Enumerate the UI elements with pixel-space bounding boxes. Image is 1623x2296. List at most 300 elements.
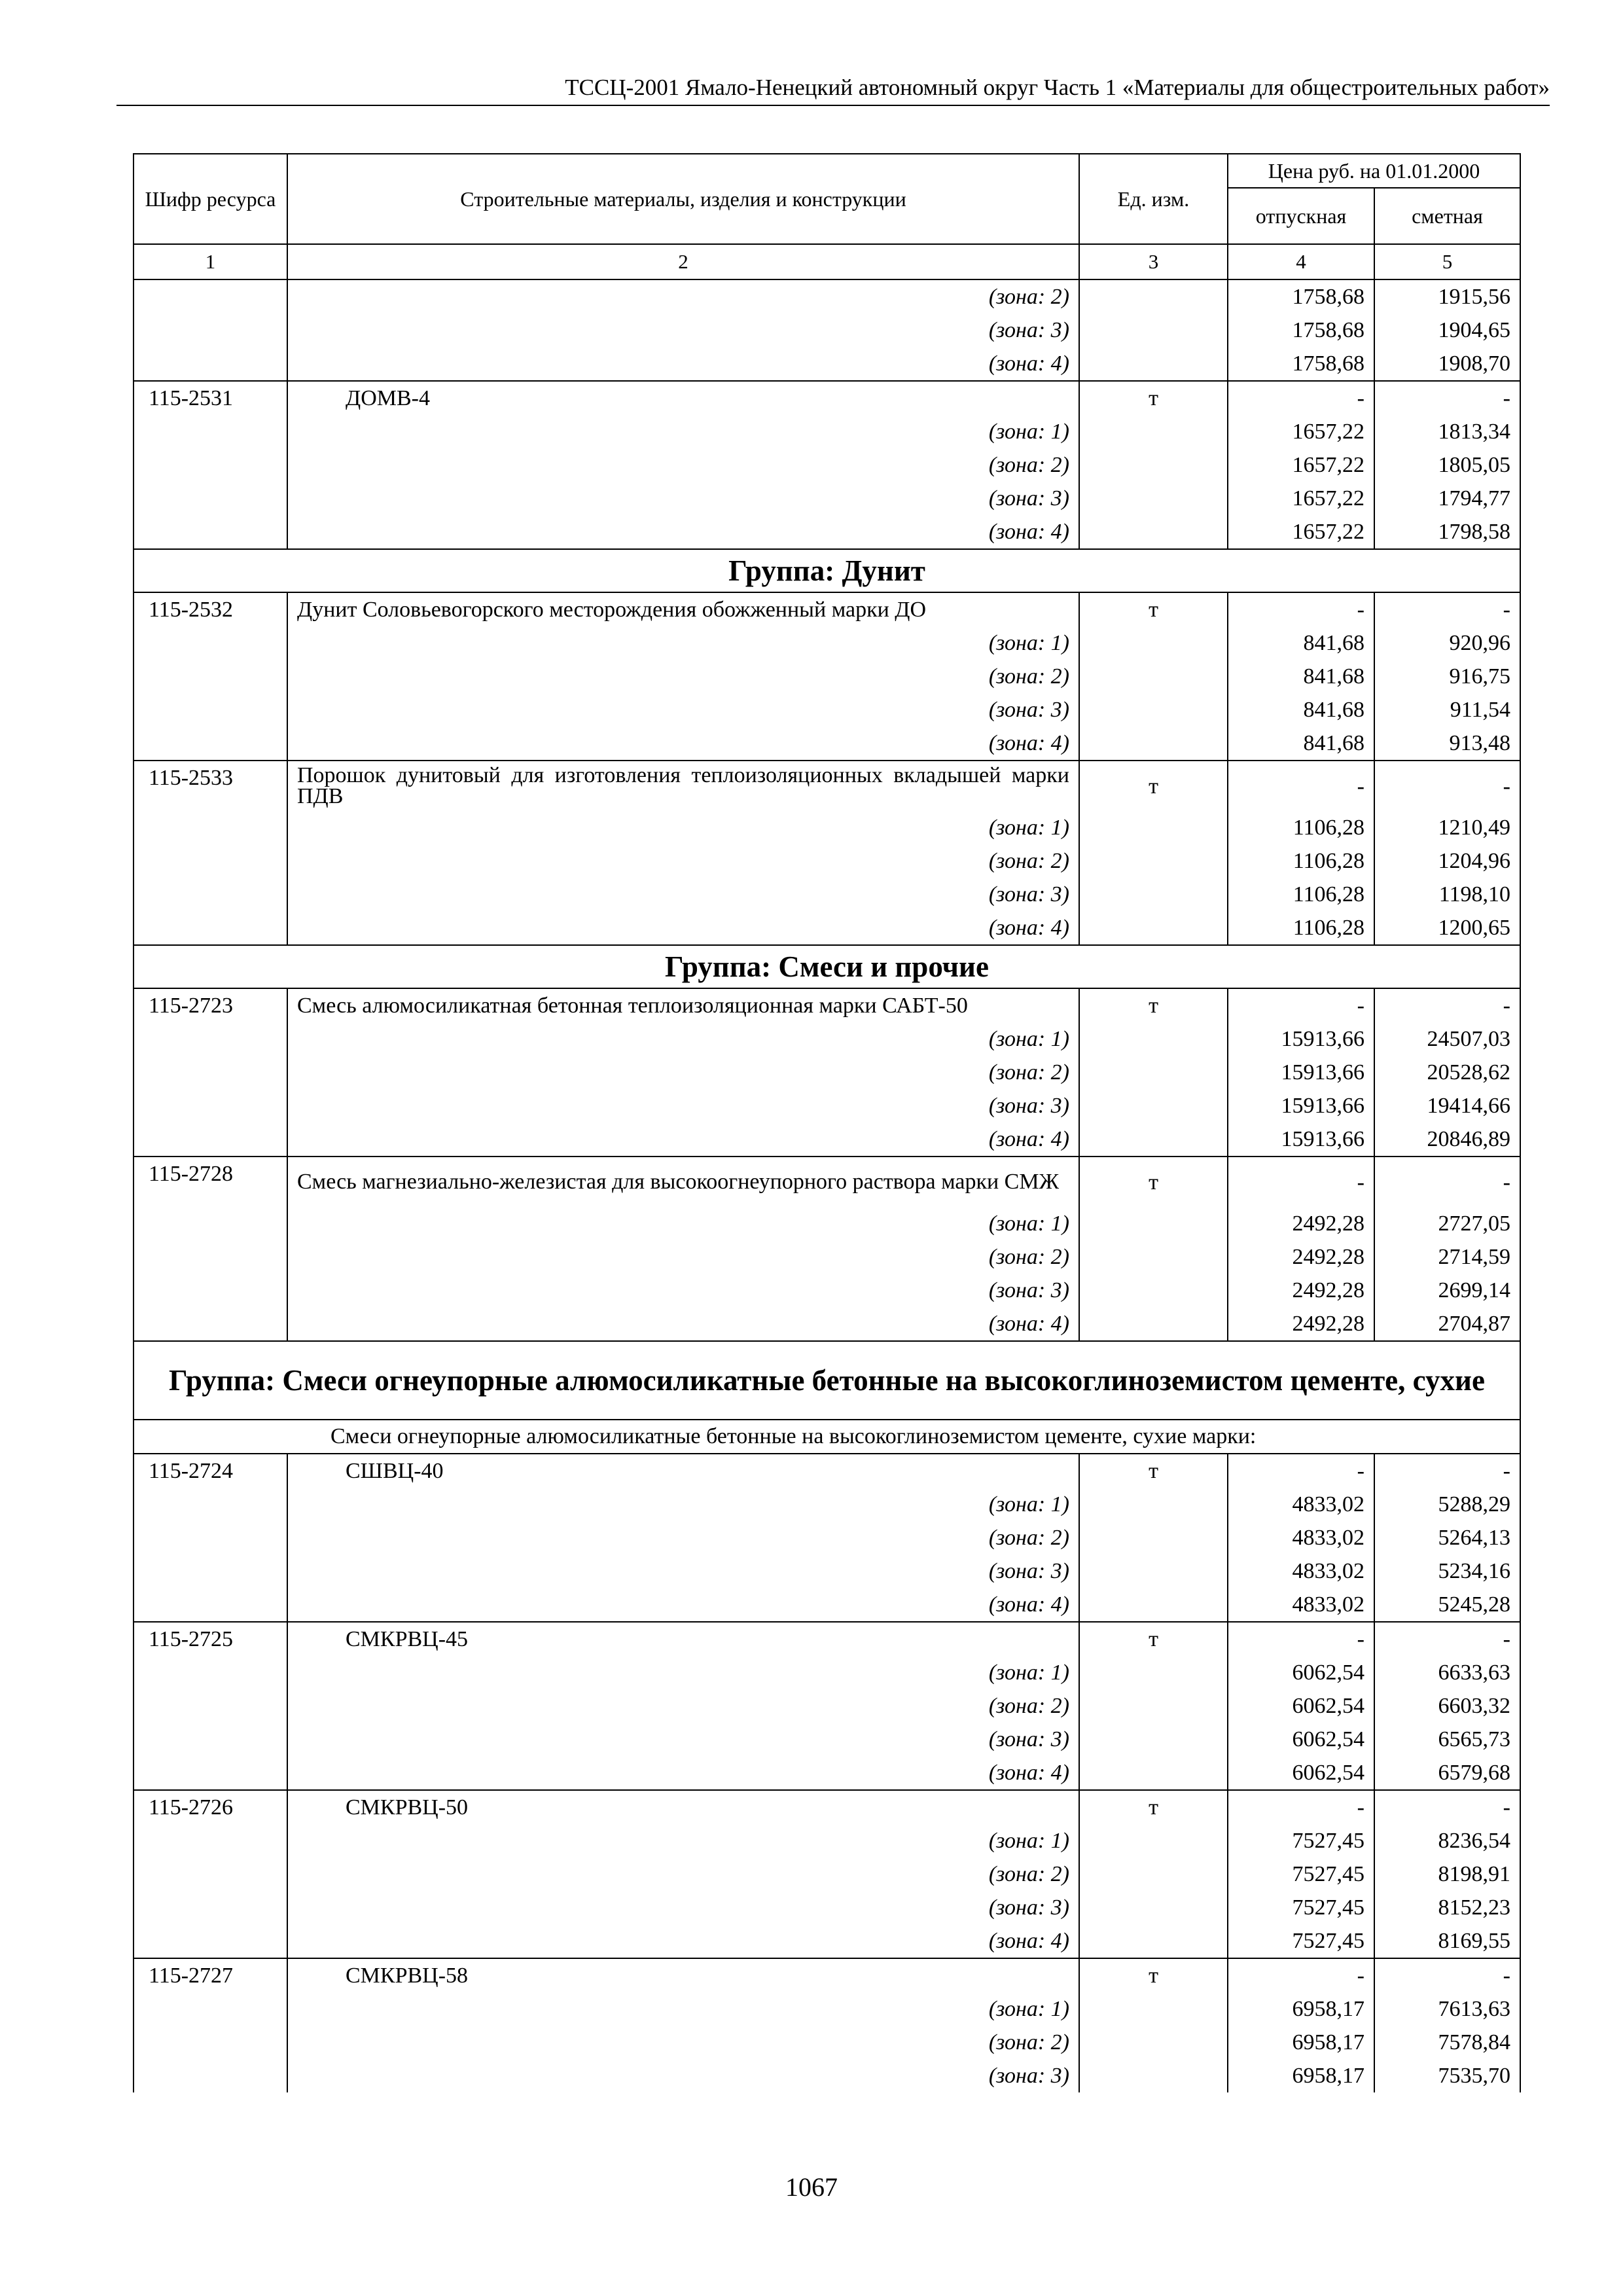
resource-code <box>134 1824 287 1857</box>
unit-cell <box>1079 1992 1228 2026</box>
zone-label: (зона: 1) <box>287 1207 1079 1240</box>
group-row <box>134 1341 1520 1420</box>
zone-row <box>134 1891 1520 1924</box>
estimate-price: 5264,13 <box>1374 1521 1520 1554</box>
zone-label: (зона: 4) <box>287 1307 1079 1341</box>
release-price: 4833,02 <box>1228 1554 1374 1588</box>
estimate-price: - <box>1374 592 1520 626</box>
resource-code <box>134 844 287 878</box>
estimate-price: 1798,58 <box>1374 515 1520 549</box>
resource-code <box>134 1992 287 2026</box>
material-name: Смесь магнезиально-железистая для высокоогнеупорного раствора марки СМЖ <box>287 1157 1079 1207</box>
zone-label: (зона: 3) <box>287 314 1079 347</box>
column-number: 1 <box>134 244 287 279</box>
zone-label: (зона: 4) <box>287 347 1079 381</box>
resource-code <box>134 626 287 660</box>
resource-code <box>134 415 287 448</box>
zone-row <box>134 626 1520 660</box>
zone-label: (зона: 1) <box>287 626 1079 660</box>
estimate-price: - <box>1374 1790 1520 1824</box>
zone-label: (зона: 3) <box>287 1723 1079 1756</box>
resource-code <box>134 1307 287 1341</box>
zone-row <box>134 1824 1520 1857</box>
zone-label: (зона: 4) <box>287 1924 1079 1958</box>
material-name: Смесь алюмосиликатная бетонная теплоизоляционная марки САБТ-50 <box>287 988 1079 1022</box>
unit-cell <box>1079 1056 1228 1089</box>
estimate-price: 8169,55 <box>1374 1924 1520 1958</box>
release-price: - <box>1228 1454 1374 1488</box>
zone-row <box>134 515 1520 549</box>
resource-code <box>134 1056 287 1089</box>
resource-code <box>134 726 287 761</box>
release-price: 1758,68 <box>1228 279 1374 314</box>
unit-cell <box>1079 448 1228 482</box>
zone-row <box>134 1207 1520 1240</box>
zone-row <box>134 1723 1520 1756</box>
estimate-price: 1210,49 <box>1374 811 1520 844</box>
release-price: 1657,22 <box>1228 482 1374 515</box>
release-price: 841,68 <box>1228 693 1374 726</box>
zone-row <box>134 878 1520 911</box>
estimate-price: 7535,70 <box>1374 2059 1520 2092</box>
material-name: СМКРВЦ-50 <box>287 1790 1079 1824</box>
estimate-price: - <box>1374 1454 1520 1488</box>
resource-code <box>134 1122 287 1157</box>
column-number: 5 <box>1374 244 1520 279</box>
estimate-price: 1908,70 <box>1374 347 1520 381</box>
estimate-price: - <box>1374 1622 1520 1656</box>
unit-cell <box>1079 1122 1228 1157</box>
zone-label: (зона: 1) <box>287 1824 1079 1857</box>
unit-cell <box>1079 1756 1228 1790</box>
estimate-price: 1198,10 <box>1374 878 1520 911</box>
unit-cell <box>1079 1924 1228 1958</box>
unit-cell <box>1079 1240 1228 1274</box>
zone-row <box>134 1307 1520 1341</box>
zone-row <box>134 279 1520 314</box>
estimate-price: 6603,32 <box>1374 1689 1520 1723</box>
release-price: 15913,66 <box>1228 1022 1374 1056</box>
zone-label: (зона: 3) <box>287 1089 1079 1122</box>
release-price: 1657,22 <box>1228 515 1374 549</box>
unit-cell <box>1079 515 1228 549</box>
unit-cell <box>1079 279 1228 314</box>
release-price: - <box>1228 761 1374 811</box>
zone-row <box>134 1588 1520 1622</box>
zone-row <box>134 1924 1520 1958</box>
zone-label: (зона: 2) <box>287 448 1079 482</box>
resource-code: 115-2728 <box>134 1157 287 1207</box>
resource-code: 115-2531 <box>134 381 287 415</box>
unit-cell <box>1079 314 1228 347</box>
unit-cell <box>1079 693 1228 726</box>
estimate-price: 20846,89 <box>1374 1122 1520 1157</box>
column-number: 3 <box>1079 244 1228 279</box>
unit-cell <box>1079 844 1228 878</box>
zone-row <box>134 1554 1520 1588</box>
estimate-price: - <box>1374 761 1520 811</box>
resource-code <box>134 1756 287 1790</box>
resource-code: 115-2532 <box>134 592 287 626</box>
estimate-price: 1805,05 <box>1374 448 1520 482</box>
release-price: 2492,28 <box>1228 1274 1374 1307</box>
resource-code <box>134 1207 287 1240</box>
resource-code <box>134 811 287 844</box>
estimate-price: 1204,96 <box>1374 844 1520 878</box>
unit-cell <box>1079 878 1228 911</box>
zone-label: (зона: 4) <box>287 911 1079 945</box>
group-title: Группа: Смеси и прочие <box>134 945 1520 988</box>
zone-label: (зона: 3) <box>287 693 1079 726</box>
release-price: 1758,68 <box>1228 347 1374 381</box>
column-header-price-group: Цена руб. на 01.01.2000 <box>1228 154 1520 188</box>
release-price: 15913,66 <box>1228 1056 1374 1089</box>
estimate-price: 1813,34 <box>1374 415 1520 448</box>
unit-cell <box>1079 1656 1228 1689</box>
zone-row <box>134 1089 1520 1122</box>
zone-row <box>134 448 1520 482</box>
unit-cell: т <box>1079 1454 1228 1488</box>
zone-row <box>134 844 1520 878</box>
group-row <box>134 549 1520 592</box>
zone-row <box>134 2026 1520 2059</box>
estimate-price: 911,54 <box>1374 693 1520 726</box>
table-row <box>134 1454 1520 1488</box>
table-row <box>134 988 1520 1022</box>
zone-row <box>134 1857 1520 1891</box>
material-name: ДОМВ-4 <box>287 381 1079 415</box>
estimate-price: 7613,63 <box>1374 1992 1520 2026</box>
zone-label: (зона: 3) <box>287 2059 1079 2092</box>
unit-cell <box>1079 626 1228 660</box>
resource-code: 115-2533 <box>134 761 287 811</box>
release-price: 841,68 <box>1228 726 1374 761</box>
release-price: 1657,22 <box>1228 448 1374 482</box>
estimate-price: 920,96 <box>1374 626 1520 660</box>
unit-cell: т <box>1079 592 1228 626</box>
group-note: Смеси огнеупорные алюмосиликатные бетонные на высокоглиноземистом цементе, сухие марки: <box>134 1420 1520 1454</box>
material-name: СШВЦ-40 <box>287 1454 1079 1488</box>
estimate-price: 6579,68 <box>1374 1756 1520 1790</box>
release-price: - <box>1228 592 1374 626</box>
zone-label: (зона: 2) <box>287 660 1079 693</box>
zone-label: (зона: 1) <box>287 1656 1079 1689</box>
zone-row <box>134 482 1520 515</box>
unit-cell <box>1079 1022 1228 1056</box>
note-row <box>134 1420 1520 1454</box>
resource-code <box>134 515 287 549</box>
resource-code <box>134 347 287 381</box>
estimate-price: 8236,54 <box>1374 1824 1520 1857</box>
estimate-price: 8152,23 <box>1374 1891 1520 1924</box>
zone-label: (зона: 2) <box>287 1056 1079 1089</box>
release-price: - <box>1228 1157 1374 1207</box>
resource-code: 115-2724 <box>134 1454 287 1488</box>
release-price: 6958,17 <box>1228 2059 1374 2092</box>
zone-label: (зона: 4) <box>287 1588 1079 1622</box>
resource-code <box>134 2026 287 2059</box>
zone-row <box>134 1056 1520 1089</box>
zone-row <box>134 1992 1520 2026</box>
page-number: 1067 <box>785 2172 838 2202</box>
release-price: 1106,28 <box>1228 844 1374 878</box>
estimate-price: 8198,91 <box>1374 1857 1520 1891</box>
release-price: 7527,45 <box>1228 1857 1374 1891</box>
zone-row <box>134 911 1520 945</box>
resource-code <box>134 482 287 515</box>
group-row <box>134 945 1520 988</box>
table-row <box>134 1790 1520 1824</box>
resource-code <box>134 693 287 726</box>
estimate-price: 2704,87 <box>1374 1307 1520 1341</box>
unit-cell <box>1079 1554 1228 1588</box>
resource-code <box>134 1488 287 1521</box>
zone-label: (зона: 3) <box>287 1274 1079 1307</box>
resource-code <box>134 1554 287 1588</box>
table-header <box>134 154 1520 279</box>
unit-cell <box>1079 2026 1228 2059</box>
release-price: 1657,22 <box>1228 415 1374 448</box>
zone-label: (зона: 2) <box>287 844 1079 878</box>
zone-row <box>134 693 1520 726</box>
zone-label: (зона: 4) <box>287 515 1079 549</box>
resource-code <box>134 1588 287 1622</box>
zone-label: (зона: 1) <box>287 1022 1079 1056</box>
estimate-price: 1200,65 <box>1374 911 1520 945</box>
zone-row <box>134 1689 1520 1723</box>
table-row <box>134 1622 1520 1656</box>
release-price: - <box>1228 988 1374 1022</box>
unit-cell <box>1079 1723 1228 1756</box>
column-number: 2 <box>287 244 1079 279</box>
resource-code <box>134 1891 287 1924</box>
resource-code: 115-2725 <box>134 1622 287 1656</box>
resource-code <box>134 1924 287 1958</box>
release-price: 1106,28 <box>1228 811 1374 844</box>
unit-cell <box>1079 482 1228 515</box>
resource-code <box>134 314 287 347</box>
estimate-price: - <box>1374 1958 1520 1992</box>
table-row <box>134 761 1520 811</box>
table-body <box>134 279 1520 2092</box>
zone-row <box>134 660 1520 693</box>
material-name: СМКРВЦ-58 <box>287 1958 1079 1992</box>
zone-row <box>134 1122 1520 1157</box>
estimate-price: 7578,84 <box>1374 2026 1520 2059</box>
release-price: 841,68 <box>1228 660 1374 693</box>
material-name: Порошок дунитовый для изготовления теплоизоляционных вкладышей марки ПДВ <box>287 761 1079 811</box>
column-header-release: отпускная <box>1228 188 1374 244</box>
unit-cell <box>1079 347 1228 381</box>
zone-row <box>134 1488 1520 1521</box>
material-name: Дунит Соловьевогорского месторождения обожженный марки ДО <box>287 592 1079 626</box>
unit-cell <box>1079 1274 1228 1307</box>
group-title: Группа: Смеси огнеупорные алюмосиликатные бетонные на высокоглиноземистом цементе, сухие <box>134 1341 1520 1420</box>
estimate-price: 1794,77 <box>1374 482 1520 515</box>
zone-label: (зона: 4) <box>287 1756 1079 1790</box>
unit-cell <box>1079 1689 1228 1723</box>
release-price: 2492,28 <box>1228 1307 1374 1341</box>
table-row <box>134 592 1520 626</box>
resource-code <box>134 1240 287 1274</box>
release-price: 7527,45 <box>1228 1891 1374 1924</box>
estimate-price: 2699,14 <box>1374 1274 1520 1307</box>
unit-cell <box>1079 2059 1228 2092</box>
estimate-price: 1915,56 <box>1374 279 1520 314</box>
estimate-price: 916,75 <box>1374 660 1520 693</box>
estimate-price: - <box>1374 381 1520 415</box>
group-title: Группа: Дунит <box>134 549 1520 592</box>
zone-row <box>134 415 1520 448</box>
resource-code <box>134 911 287 945</box>
release-price: - <box>1228 1790 1374 1824</box>
resource-code <box>134 1689 287 1723</box>
release-price: 2492,28 <box>1228 1240 1374 1274</box>
release-price: 1106,28 <box>1228 911 1374 945</box>
estimate-price: 5234,16 <box>1374 1554 1520 1588</box>
zone-row <box>134 1656 1520 1689</box>
zone-label: (зона: 4) <box>287 1122 1079 1157</box>
column-number-row <box>134 244 1520 279</box>
unit-cell <box>1079 660 1228 693</box>
estimate-price: - <box>1374 1157 1520 1207</box>
release-price: 7527,45 <box>1228 1824 1374 1857</box>
zone-label: (зона: 2) <box>287 2026 1079 2059</box>
resource-code <box>134 1521 287 1554</box>
zone-row <box>134 1274 1520 1307</box>
zone-row <box>134 314 1520 347</box>
unit-cell <box>1079 1824 1228 1857</box>
release-price: 7527,45 <box>1228 1924 1374 1958</box>
material-name: СМКРВЦ-45 <box>287 1622 1079 1656</box>
zone-label: (зона: 2) <box>287 279 1079 314</box>
release-price: 2492,28 <box>1228 1207 1374 1240</box>
zone-label: (зона: 1) <box>287 1992 1079 2026</box>
unit-cell <box>1079 726 1228 761</box>
resource-code <box>134 1656 287 1689</box>
zone-row <box>134 811 1520 844</box>
release-price: 841,68 <box>1228 626 1374 660</box>
resource-code <box>134 448 287 482</box>
zone-row <box>134 1521 1520 1554</box>
estimate-price: - <box>1374 988 1520 1022</box>
estimate-price: 2714,59 <box>1374 1240 1520 1274</box>
unit-cell <box>1079 1588 1228 1622</box>
estimate-price: 24507,03 <box>1374 1022 1520 1056</box>
column-header-code: Шифр ресурса <box>134 154 287 244</box>
unit-cell: т <box>1079 1622 1228 1656</box>
zone-row <box>134 1756 1520 1790</box>
zone-row <box>134 726 1520 761</box>
release-price: 15913,66 <box>1228 1089 1374 1122</box>
unit-cell <box>1079 811 1228 844</box>
zone-label: (зона: 2) <box>287 1857 1079 1891</box>
estimate-price: 913,48 <box>1374 726 1520 761</box>
release-price: - <box>1228 381 1374 415</box>
release-price: 4833,02 <box>1228 1521 1374 1554</box>
zone-label: (зона: 3) <box>287 1554 1079 1588</box>
zone-row <box>134 2059 1520 2092</box>
estimate-price: 6565,73 <box>1374 1723 1520 1756</box>
release-price: 4833,02 <box>1228 1588 1374 1622</box>
release-price: 4833,02 <box>1228 1488 1374 1521</box>
zone-row <box>134 1022 1520 1056</box>
unit-cell: т <box>1079 988 1228 1022</box>
unit-cell <box>1079 1207 1228 1240</box>
release-price: 6958,17 <box>1228 2026 1374 2059</box>
zone-row <box>134 1240 1520 1274</box>
zone-label: (зона: 3) <box>287 482 1079 515</box>
column-header-unit: Ед. изм. <box>1079 154 1228 244</box>
release-price: 1106,28 <box>1228 878 1374 911</box>
unit-cell: т <box>1079 761 1228 811</box>
resource-code <box>134 878 287 911</box>
resource-code <box>134 1022 287 1056</box>
estimate-price: 1904,65 <box>1374 314 1520 347</box>
zone-label: (зона: 2) <box>287 1689 1079 1723</box>
zone-label: (зона: 3) <box>287 878 1079 911</box>
zone-label: (зона: 2) <box>287 1521 1079 1554</box>
zone-label: (зона: 1) <box>287 415 1079 448</box>
release-price: 6958,17 <box>1228 1992 1374 2026</box>
zone-label: (зона: 1) <box>287 1488 1079 1521</box>
resource-code <box>134 1857 287 1891</box>
resource-code: 115-2726 <box>134 1790 287 1824</box>
unit-cell <box>1079 1089 1228 1122</box>
unit-cell <box>1079 1307 1228 1341</box>
resource-code <box>134 1089 287 1122</box>
unit-cell: т <box>1079 381 1228 415</box>
table-row <box>134 1958 1520 1992</box>
release-price: 6062,54 <box>1228 1756 1374 1790</box>
zone-label: (зона: 3) <box>287 1891 1079 1924</box>
unit-cell <box>1079 911 1228 945</box>
estimate-price: 19414,66 <box>1374 1089 1520 1122</box>
table-row <box>134 381 1520 415</box>
resource-code <box>134 2059 287 2092</box>
release-price: 6062,54 <box>1228 1689 1374 1723</box>
table-row <box>134 1157 1520 1207</box>
release-price: 1758,68 <box>1228 314 1374 347</box>
resource-code <box>134 660 287 693</box>
page-header: ТССЦ-2001 Ямало-Ненецкий автономный округ Часть 1 «Материалы для общестроительных работ» <box>565 75 1550 100</box>
zone-label: (зона: 2) <box>287 1240 1079 1274</box>
resource-code <box>134 1723 287 1756</box>
zone-label: (зона: 1) <box>287 811 1079 844</box>
release-price: - <box>1228 1958 1374 1992</box>
release-price: 6062,54 <box>1228 1656 1374 1689</box>
price-table <box>133 153 1521 2092</box>
resource-code: 115-2727 <box>134 1958 287 1992</box>
estimate-price: 20528,62 <box>1374 1056 1520 1089</box>
unit-cell: т <box>1079 1157 1228 1207</box>
unit-cell: т <box>1079 1790 1228 1824</box>
release-price: 6062,54 <box>1228 1723 1374 1756</box>
resource-code <box>134 279 287 314</box>
column-number: 4 <box>1228 244 1374 279</box>
zone-label: (зона: 4) <box>287 726 1079 761</box>
estimate-price: 5245,28 <box>1374 1588 1520 1622</box>
unit-cell: т <box>1079 1958 1228 1992</box>
release-price: - <box>1228 1622 1374 1656</box>
zone-row <box>134 347 1520 381</box>
release-price: 15913,66 <box>1228 1122 1374 1157</box>
unit-cell <box>1079 1857 1228 1891</box>
unit-cell <box>1079 415 1228 448</box>
unit-cell <box>1079 1521 1228 1554</box>
estimate-price: 5288,29 <box>1374 1488 1520 1521</box>
column-header-estimate: сметная <box>1374 188 1520 244</box>
